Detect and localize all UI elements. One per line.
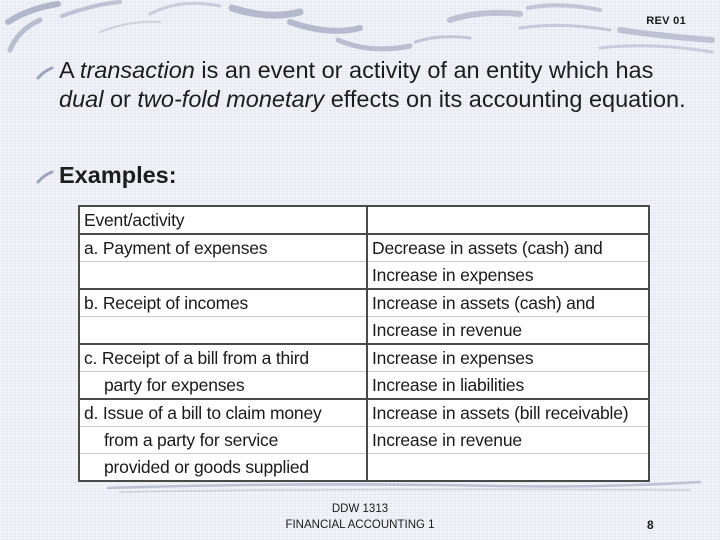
table-row (79, 234, 649, 262)
table-cell-effect: Increase in liabilities (367, 372, 649, 400)
table-cell-event: provided or goods supplied (79, 454, 367, 482)
term-transaction: transaction (79, 57, 195, 83)
table-cell-event: from a party for service (79, 427, 367, 454)
table-cell-effect: Increase in assets (cash) and (367, 289, 649, 317)
table-cell-effect: Increase in assets (bill receivable) (367, 399, 649, 427)
examples-table (78, 205, 650, 482)
table-row (79, 399, 649, 427)
course-code: DDW 1313 (331, 503, 389, 515)
table-cell-effect: Decrease in assets (cash) and (367, 234, 649, 262)
footer (0, 501, 720, 533)
table-cell-event: c. Receipt of a bill from a third (79, 344, 367, 372)
table-row (79, 344, 649, 372)
table-cell-event: d. Issue of a bill to claim money (79, 399, 367, 427)
table-row (79, 454, 649, 482)
definition-paragraph: A transaction is an event or activity of an entity which has dual or two-fold monetary effects on its accounting equation. (59, 57, 686, 112)
course-title: FINANCIAL ACCOUNTING 1 (285, 519, 435, 531)
table-row (79, 317, 649, 345)
table-cell-event: party for expenses (79, 372, 367, 400)
term-two-fold: two-fold monetary (137, 86, 325, 112)
table-cell-event: b. Receipt of incomes (79, 289, 367, 317)
pen-stroke-bullet-icon (36, 66, 54, 80)
page-number: 8 (647, 518, 654, 532)
table-header-cell: Event/activity (79, 206, 367, 234)
term-dual: dual (59, 86, 104, 112)
table-cell-event (79, 262, 367, 290)
table-cell-event: a. Payment of expenses (79, 234, 367, 262)
table-cell-effect: Increase in expenses (367, 344, 649, 372)
table-cell-effect: Increase in revenue (367, 317, 649, 345)
revision-label: REV 01 (646, 15, 686, 27)
table-cell-effect: Increase in revenue (367, 427, 649, 454)
table-cell-effect: Increase in expenses (367, 262, 649, 290)
table-cell-event (79, 317, 367, 345)
pen-stroke-bullet-icon (36, 170, 54, 184)
table-cell-effect (367, 454, 649, 482)
table-row (79, 262, 649, 290)
examples-heading: Examples: (59, 162, 177, 188)
table-row (79, 372, 649, 400)
table-header-row (79, 206, 649, 234)
table-row (79, 289, 649, 317)
table-header-cell-empty (367, 206, 649, 234)
table-row (79, 427, 649, 454)
